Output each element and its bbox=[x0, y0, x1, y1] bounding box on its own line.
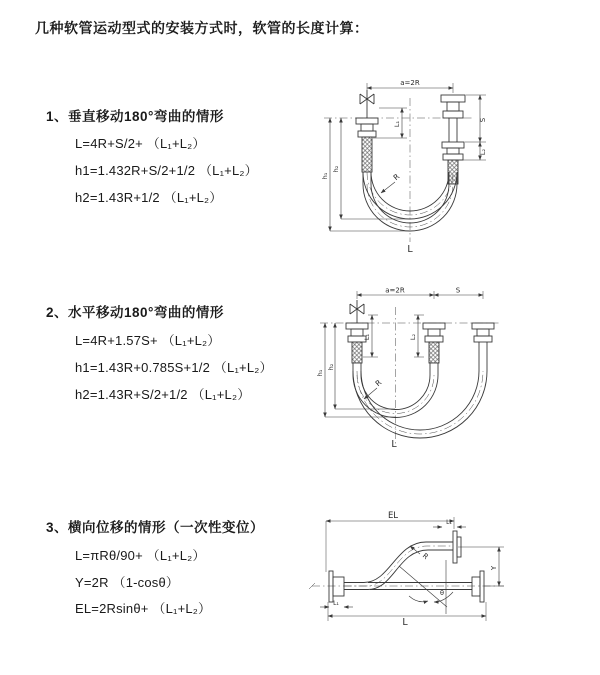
dimension-labels bbox=[333, 511, 498, 628]
section-2-formula-h1: h1=1.43R+0.785S+1/2 （L₁+L₂） bbox=[75, 360, 273, 375]
dim-label-l2: L₂ bbox=[479, 148, 487, 156]
dim-label-a2r: a=2R bbox=[385, 286, 405, 295]
dim-label-radius: R bbox=[373, 377, 384, 389]
section-1-formula-h2: h2=1.43R+1/2 （L₁+L₂） bbox=[75, 190, 223, 205]
valve-icon bbox=[350, 300, 364, 323]
section-3-formula-L: L=πRθ/90+ （L₁+L₂） bbox=[75, 548, 206, 563]
braided-hose-section bbox=[352, 342, 362, 363]
diagram-horizontal-180-bend bbox=[308, 283, 598, 453]
dim-label-el: EL bbox=[387, 511, 399, 521]
page-title: 几种软管运动型式的安装方式时，软管的长度计算： bbox=[35, 20, 369, 36]
dim-label-h2: h₂ bbox=[327, 363, 335, 371]
hose-assembly bbox=[346, 300, 494, 438]
valve-icon bbox=[360, 90, 374, 118]
dimension-labels bbox=[321, 79, 487, 255]
dim-label-s: S bbox=[479, 117, 487, 123]
dim-label-s: S bbox=[455, 286, 461, 295]
section-3-formula-EL: EL=2Rsinθ+ （L₁+L₂） bbox=[75, 601, 212, 616]
section-1-formula-L: L=4R+S/2+ （L₁+L₂） bbox=[75, 136, 206, 151]
dim-label-angle: θ bbox=[440, 589, 444, 597]
section-1-heading: 1、垂直移动180°弯曲的情形 bbox=[46, 109, 224, 124]
dim-label-h2: h₂ bbox=[332, 165, 340, 173]
dim-label-length: L bbox=[391, 439, 397, 450]
dim-label-l1-top: L₁ bbox=[446, 519, 452, 526]
left-flange-fitting bbox=[329, 571, 344, 602]
section-2-heading: 2、水平移动180°弯曲的情形 bbox=[46, 305, 224, 320]
hose-assembly bbox=[329, 531, 484, 614]
straight-position-ghost bbox=[368, 571, 484, 602]
middle-flange-fitting bbox=[423, 323, 445, 342]
dim-label-y: Y bbox=[490, 565, 498, 571]
moved-flange-fitting bbox=[472, 323, 494, 371]
dimension-lines bbox=[325, 291, 483, 417]
hose-u-bend-arcs bbox=[353, 363, 487, 438]
hose-assembly bbox=[356, 90, 465, 231]
section-3-heading: 3、横向位移的情形（一次性变位） bbox=[46, 520, 265, 535]
left-flange-fitting bbox=[356, 118, 378, 137]
diagram-lateral-displacement bbox=[298, 502, 600, 654]
diagram-vertical-180-bend bbox=[310, 72, 600, 260]
right-lower-flange-fitting bbox=[442, 142, 464, 160]
section-2-formula-h2: h2=1.43R+S/2+1/2 （L₁+L₂） bbox=[75, 387, 251, 402]
dim-label-radius: R bbox=[420, 551, 430, 562]
section-2-formula-L: L=4R+1.57S+ （L₁+L₂） bbox=[75, 333, 221, 348]
section-3-formula-Y: Y=2R （1-cosθ） bbox=[75, 575, 180, 590]
dim-label-h1: h₁ bbox=[316, 369, 324, 377]
dim-label-length: L bbox=[402, 617, 408, 628]
dim-label-l1: L₁ bbox=[363, 333, 371, 341]
dim-label-radius: R bbox=[391, 171, 402, 183]
dimension-lines bbox=[320, 517, 504, 621]
dim-label-h1: h₁ bbox=[321, 172, 329, 180]
section-1-formula-h1: h1=1.432R+S/2+1/2 （L₁+L₂） bbox=[75, 163, 258, 178]
angle-arc-left bbox=[409, 596, 428, 602]
braided-hose-section bbox=[362, 137, 372, 172]
dim-label-length: L bbox=[407, 244, 413, 255]
centerlines bbox=[320, 307, 500, 445]
dim-label-l1: L₁ bbox=[393, 120, 401, 128]
right-upper-flange-fitting bbox=[441, 95, 465, 142]
dim-label-a2r: a=2R bbox=[400, 79, 420, 87]
dim-label-l2: L₂ bbox=[409, 333, 417, 341]
dim-label-l1-bottom: L₁ bbox=[333, 600, 339, 607]
braided-hose-section bbox=[429, 342, 439, 363]
